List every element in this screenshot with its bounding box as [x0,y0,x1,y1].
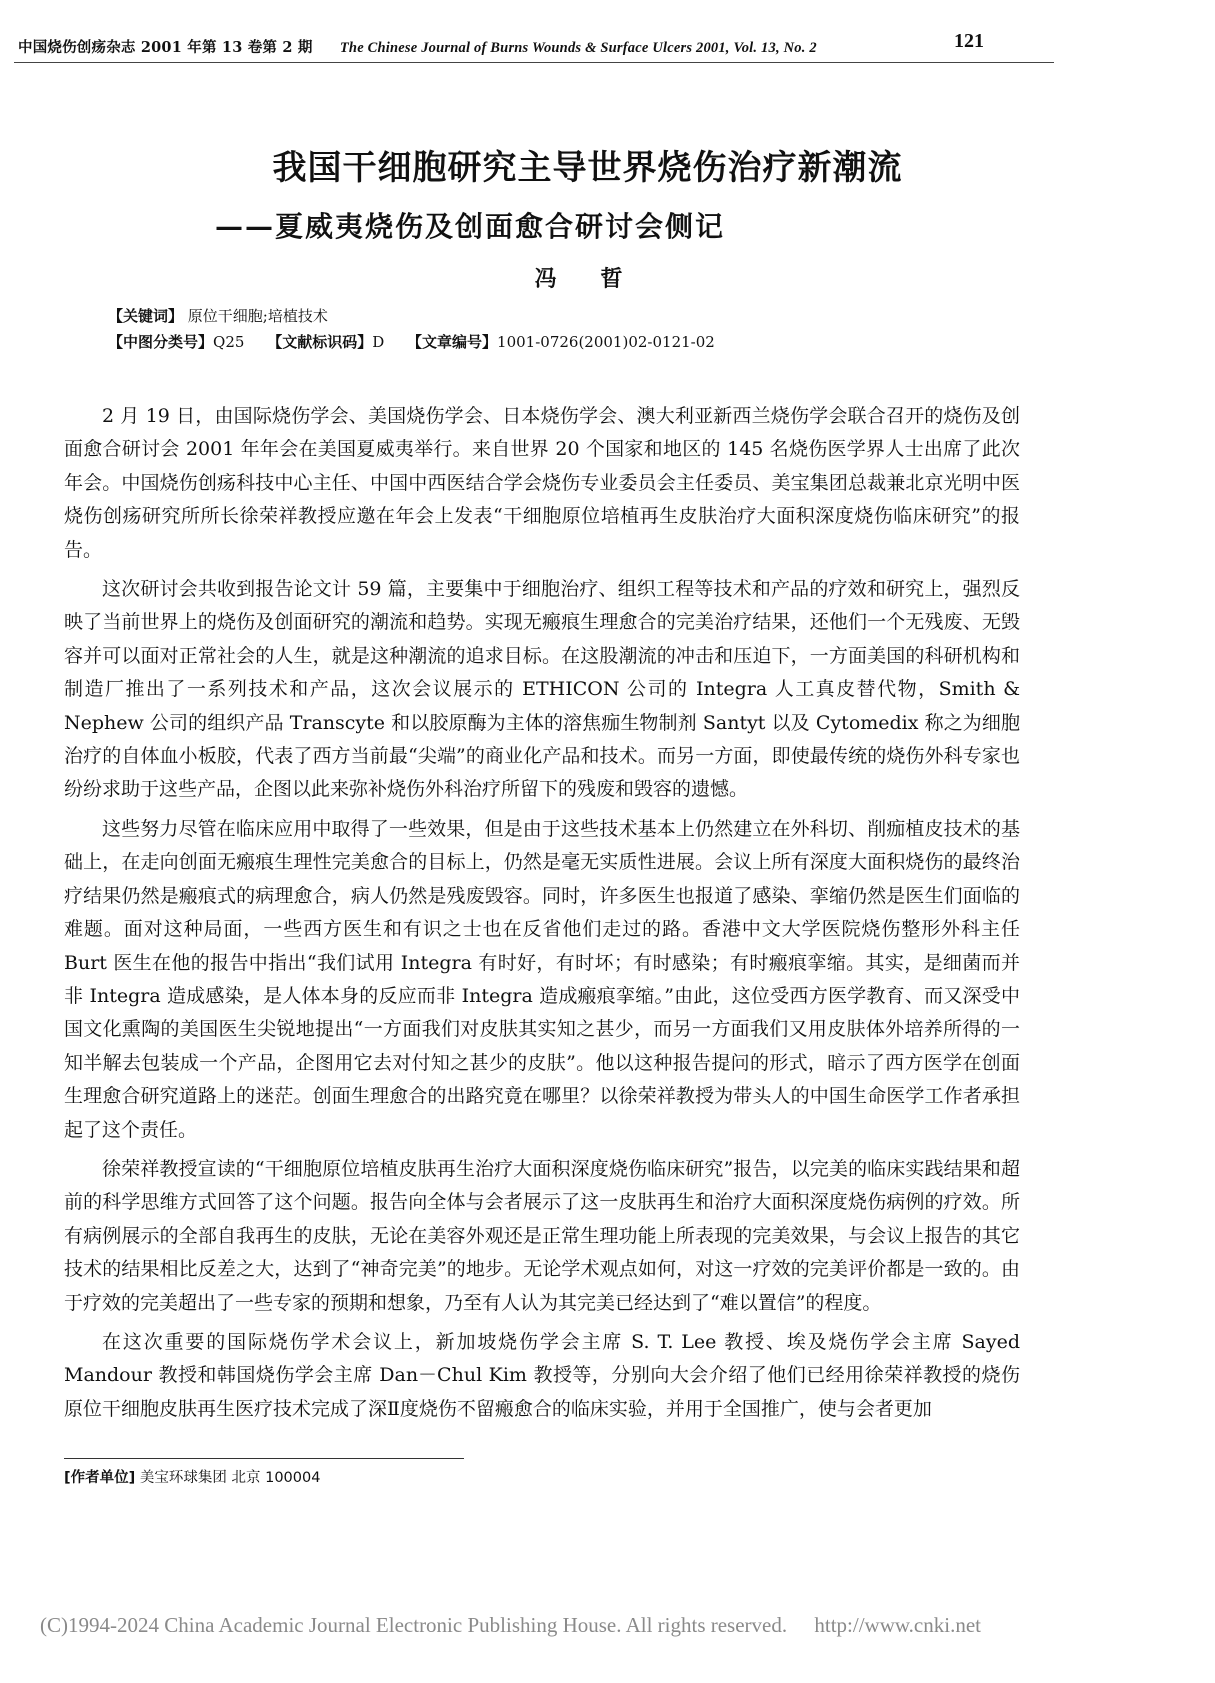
running-header [18,36,1018,57]
keywords-label: 【关键词】 [108,307,184,325]
clc-label: 【中图分类号】 [108,333,214,351]
article-title: 我国干细胞研究主导世界烧伤治疗新潮流 [272,148,903,188]
copyright-text: (C)1994-2024 China Academic Journal Electronic Publishing House. All rights reserved. [40,1613,788,1637]
body-paragraph: 徐荣祥教授宣读的“干细胞原位培植皮肤再生治疗大面积深度烧伤临床研究”报告，以完美的临床实践结果和超前的科学思维方式回答了这个问题。报告向全体与会者展示了这一皮肤再生和治疗大面积深度烧伤病例的疗效。所有病例展示的全部自我再生的皮肤，无论在美容外观还是正常生理功能上所表现的完美效果，与会议上报告的其它技术的结果相比反差之大，达到了“神奇完美”的地步。无论学术观点如何，对这一疗效的完美评价都是一致的。由于疗效的完美超出了一些专家的预期和想象，乃至有人认为其完美已经达到了“难以置信”的程度。 [64,1157,1020,1314]
journal-name-cn: 中国烧伤创疡杂志 2001 年第 13 卷第 2 期 [18,39,313,56]
copyright-notice [40,1613,981,1638]
article-no-value: 1001-0726(2001)02-0121-02 [497,333,715,351]
keywords-value: 原位干细胞;培植技术 [187,307,328,325]
author-affiliation [64,1466,320,1487]
clc-value: Q25 [213,333,245,351]
doc-code-label: 【文献标识码】 [267,333,373,351]
body-paragraph: 这些努力尽管在临床应用中取得了一些效果，但是由于这些技术基本上仍然建立在外科切、削痂植皮技术的基础上，在走向创面无瘢痕生理性完美愈合的目标上，仍然是毫无实质性进展。会议上所有深度大面积烧伤的最终治疗结果仍然是瘢痕式的病理愈合，病人仍然是残废毁容。同时，许多医生也报道了感染、挛缩仍然是医生们面临的难题。面对这种局面，一些西方医生和有识之士也在反省他们走过的路。香港中文大学医院烧伤整形外科主任 Burt 医生在他的报告中指出“我们试用 Integra 有时好，有时坏；有时感染；有时瘢痕挛缩。其实，是细菌而并非 Integra 造成感染，是人体本身的反应而非 Integra 造成瘢痕挛缩。”由此，这位受西方医学教育、而又深受中国文化熏陶的美国医生尖锐地提出“一方面我们对皮肤其实知之甚少，而另一方面我们又用皮肤体外培养所得的一知半解去包装成一个产品，企图用它去对付知之甚少的皮肤”。他以这种报告提问的形式，暗示了西方医学在创面生理愈合研究道路上的迷茫。创面生理愈合的出路究竟在哪里？以徐荣祥教授为带头人的中国生命医学工作者承担起了这个责任。 [64,817,1020,1141]
body-paragraph: 2 月 19 日，由国际烧伤学会、美国烧伤学会、日本烧伤学会、澳大利亚新西兰烧伤学会联合召开的烧伤及创面愈合研讨会 2001 年年会在美国夏威夷举行。来自世界 20 个国家和地区的 145 名烧伤医学界人士出席了此次年会。中国烧伤创疡科技中心主任、中国中西医结合学会烧伤专业委员会主任委员、美宝集团总裁兼北京光明中医烧伤创疡研究所所长徐荣祥教授应邀在年会上发表“干细胞原位培植再生皮肤治疗大面积深度烧伤临床研究”的报告。 [64,405,1020,561]
article-no-label: 【文章编号】 [407,333,498,351]
article-subtitle: ——夏威夷烧伤及创面愈合研讨会侧记 [215,210,726,243]
header-divider [14,62,1054,63]
body-paragraph: 这次研讨会共收到报告论文计 59 篇，主要集中于细胞治疗、组织工程等技术和产品的疗效和研究上，强烈反映了当前世界上的烧伤及创面研究的潮流和趋势。实现无瘢痕生理愈合的完美治疗结果，还他们一个无残废、无毁容并可以面对正常社会的人生，就是这种潮流的追求目标。在这股潮流的冲击和压迫下，一方面美国的科研机构和制造厂推出了一系列技术和产品，这次会议展示的 ETHICON 公司的 Integra 人工真皮替代物，Smith & Nephew 公司的组织产品 Transcyte 和以胶原酶为主体的溶焦痂生物制剂 Santyt 以及 Cytomedix 称之为细胞治疗的自体血小板胶，代表了西方当前最“尖端”的商业化产品和技术。而另一方面，即使最传统的烧伤外科专家也纷纷求助于这些产品，企图以此来弥补烧伤外科治疗所留下的残废和毁容的遗憾。 [64,578,1020,801]
affiliation-label: [作者单位] [64,1470,136,1486]
classification-line [108,331,715,352]
copyright-url[interactable]: http://www.cnki.net [814,1613,981,1637]
body-paragraph: 在这次重要的国际烧伤学术会议上，新加坡烧伤学会主席 S. T. Lee 教授、埃及烧伤学会主席 Sayed Mandour 教授和韩国烧伤学会主席 Dan－Chul Kim 教授等，分别向大会介绍了他们已经用徐荣祥教授的烧伤原位干细胞皮肤再生医疗技术完成了深Ⅱ度烧伤不留瘢愈合的临床实验，并用于全国推广，使与会者更加 [64,1330,1020,1420]
doc-code-value: D [372,333,385,351]
journal-name-en: The Chinese Journal of Burns Wounds & Surface Ulcers 2001, Vol. 13, No. 2 [339,40,817,56]
article-author: 冯 晢 [534,266,641,292]
article-body [64,400,1020,1432]
footnote-divider [64,1458,464,1459]
keywords-line [108,305,328,326]
page-number: 121 [954,30,984,52]
affiliation-value: 美宝环球集团 北京 100004 [139,1470,321,1486]
